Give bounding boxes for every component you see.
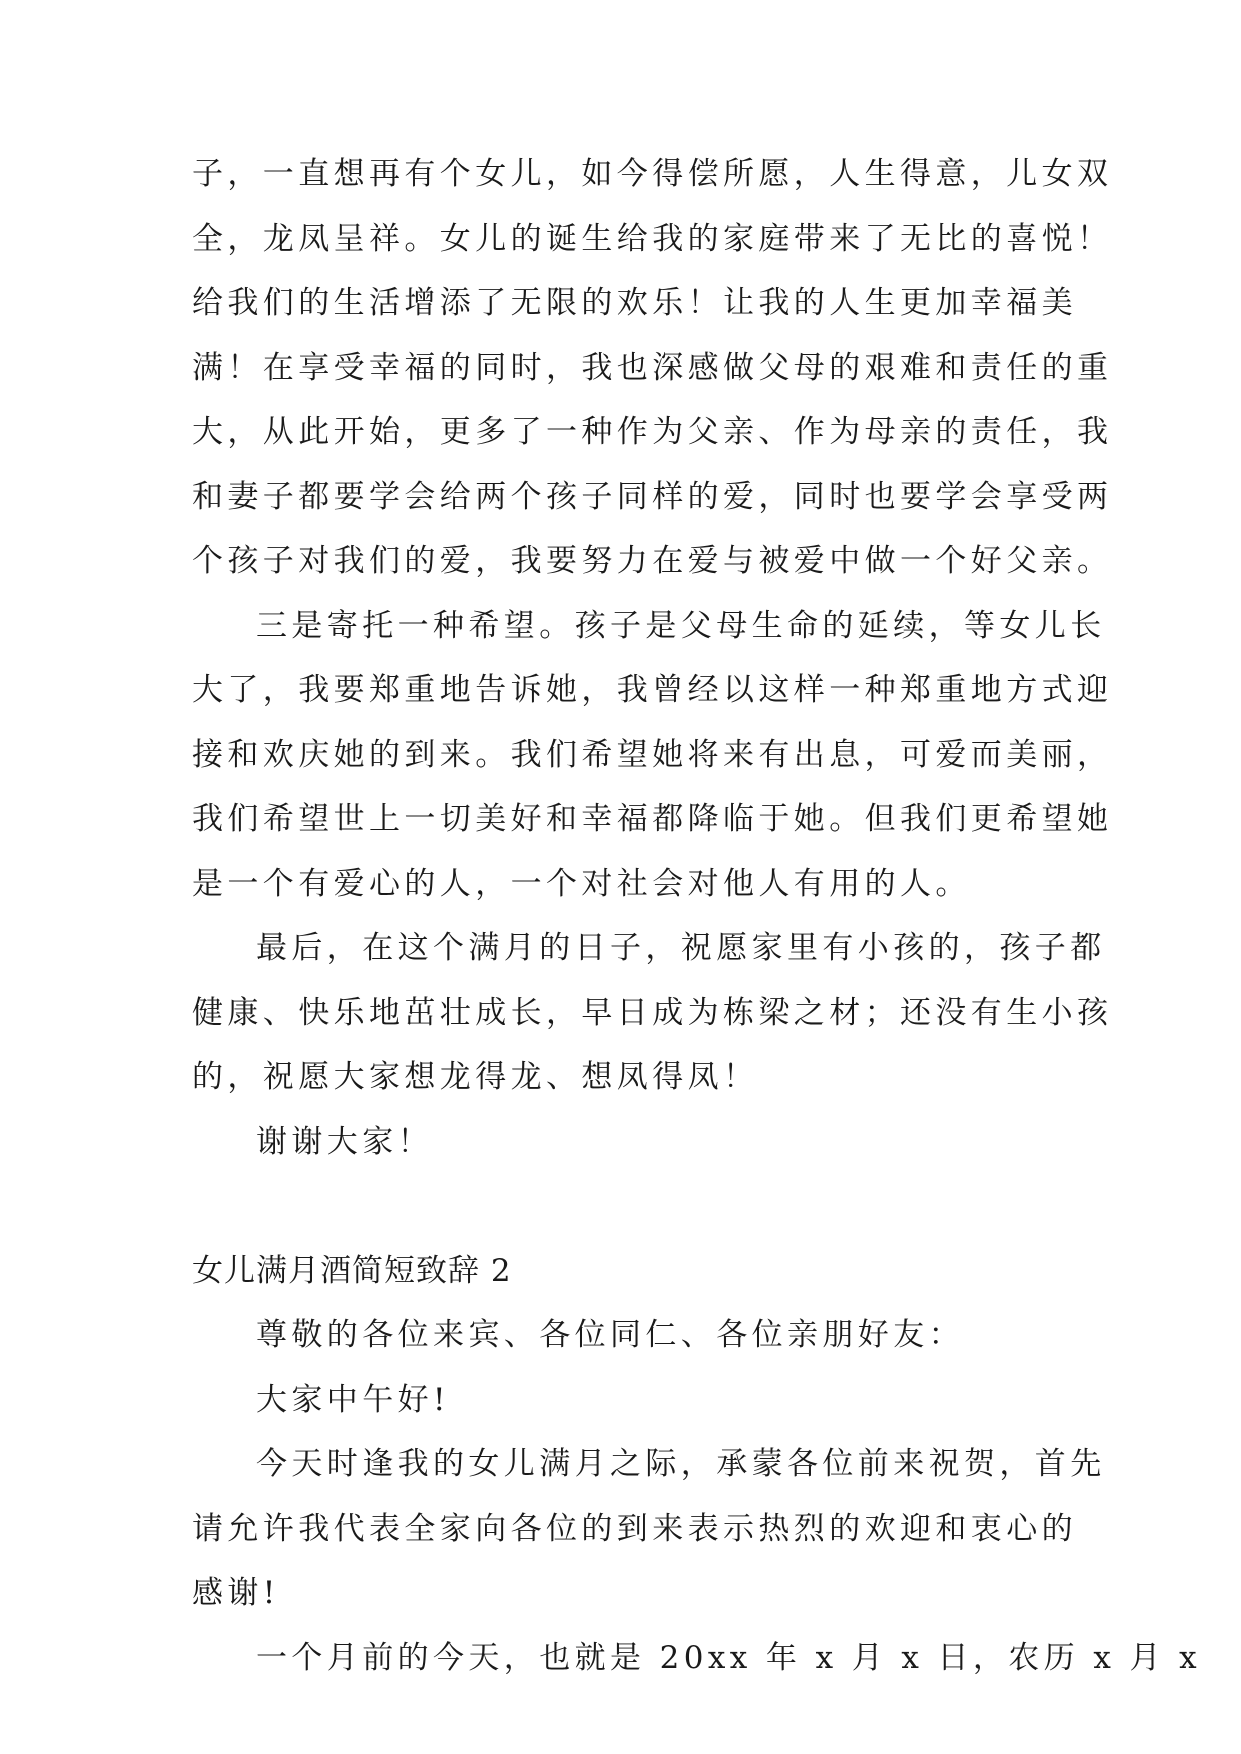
- text-line: 和妻子都要学会给两个孩子同样的爱，同时也要学会享受两: [192, 478, 1113, 515]
- document-body: [192, 142, 1202, 1690]
- text-line: 满！在享受幸福的同时，我也深感做父母的艰难和责任的重: [192, 349, 1113, 386]
- text-line: 一个月前的今天，也就是 20xx 年 x 月 x 日，农历 x 月 x: [256, 1639, 1202, 1676]
- text-line: 是一个有爱心的人，一个对社会对他人有用的人。: [192, 865, 971, 902]
- blank-line: [192, 1174, 1058, 1239]
- paragraph: [192, 142, 1113, 594]
- text-line: 今天时逢我的女儿满月之际，承蒙各位前来祝贺，首先: [256, 1446, 1106, 1482]
- text-line: 最后，在这个满月的日子，祝愿家里有小孩的，孩子都: [256, 930, 1106, 966]
- text-line: 谢谢大家！: [256, 1123, 433, 1160]
- text-line: 给我们的生活增添了无限的欢乐！让我的人生更加幸福美: [192, 285, 1077, 321]
- text-line: 我们希望世上一切美好和幸福都降临于她。但我们更希望她: [192, 801, 1113, 837]
- paragraph: [192, 1626, 1202, 1691]
- text-line: 请允许我代表全家向各位的到来表示热烈的欢迎和衷心的: [192, 1510, 1077, 1547]
- text-line: 大，从此开始，更多了一种作为父亲、作为母亲的责任，我: [192, 414, 1113, 450]
- text-line: 个孩子对我们的爱，我要努力在爱与被爱中做一个好父亲。: [192, 543, 1113, 579]
- text-line: 大了，我要郑重地告诉她，我曾经以这样一种郑重地方式迎: [192, 672, 1113, 708]
- paragraph: [192, 1303, 1058, 1368]
- paragraph: [192, 1432, 1106, 1626]
- paragraph: [192, 916, 1113, 1110]
- text-line: 子，一直想再有个女儿，如今得偿所愿，人生得意，儿女双: [192, 156, 1113, 192]
- text-line: 全，龙凤呈祥。女儿的诞生给我的家庭带来了无比的喜悦！: [192, 220, 1113, 257]
- text-line: 大家中午好!: [256, 1381, 450, 1418]
- text-line: 接和欢庆她的到来。我们希望她将来有出息，可爱而美丽，: [192, 736, 1113, 773]
- text-line: 三是寄托一种希望。孩子是父母生命的延续，等女儿长: [256, 607, 1106, 644]
- text-line: 健康、快乐地茁壮成长，早日成为栋梁之材；还没有生小孩: [192, 994, 1113, 1031]
- paragraph: [192, 1368, 1058, 1433]
- paragraph: [192, 1110, 1058, 1175]
- section-heading: 女儿满月酒简短致辞 2: [192, 1252, 512, 1289]
- text-line: 的，祝愿大家想龙得龙、想凤得凤！: [192, 1059, 759, 1095]
- text-line: 尊敬的各位来宾、各位同仁、各位亲朋好友：: [256, 1317, 964, 1353]
- paragraph: [192, 594, 1113, 917]
- text-line: 感谢!: [192, 1575, 280, 1611]
